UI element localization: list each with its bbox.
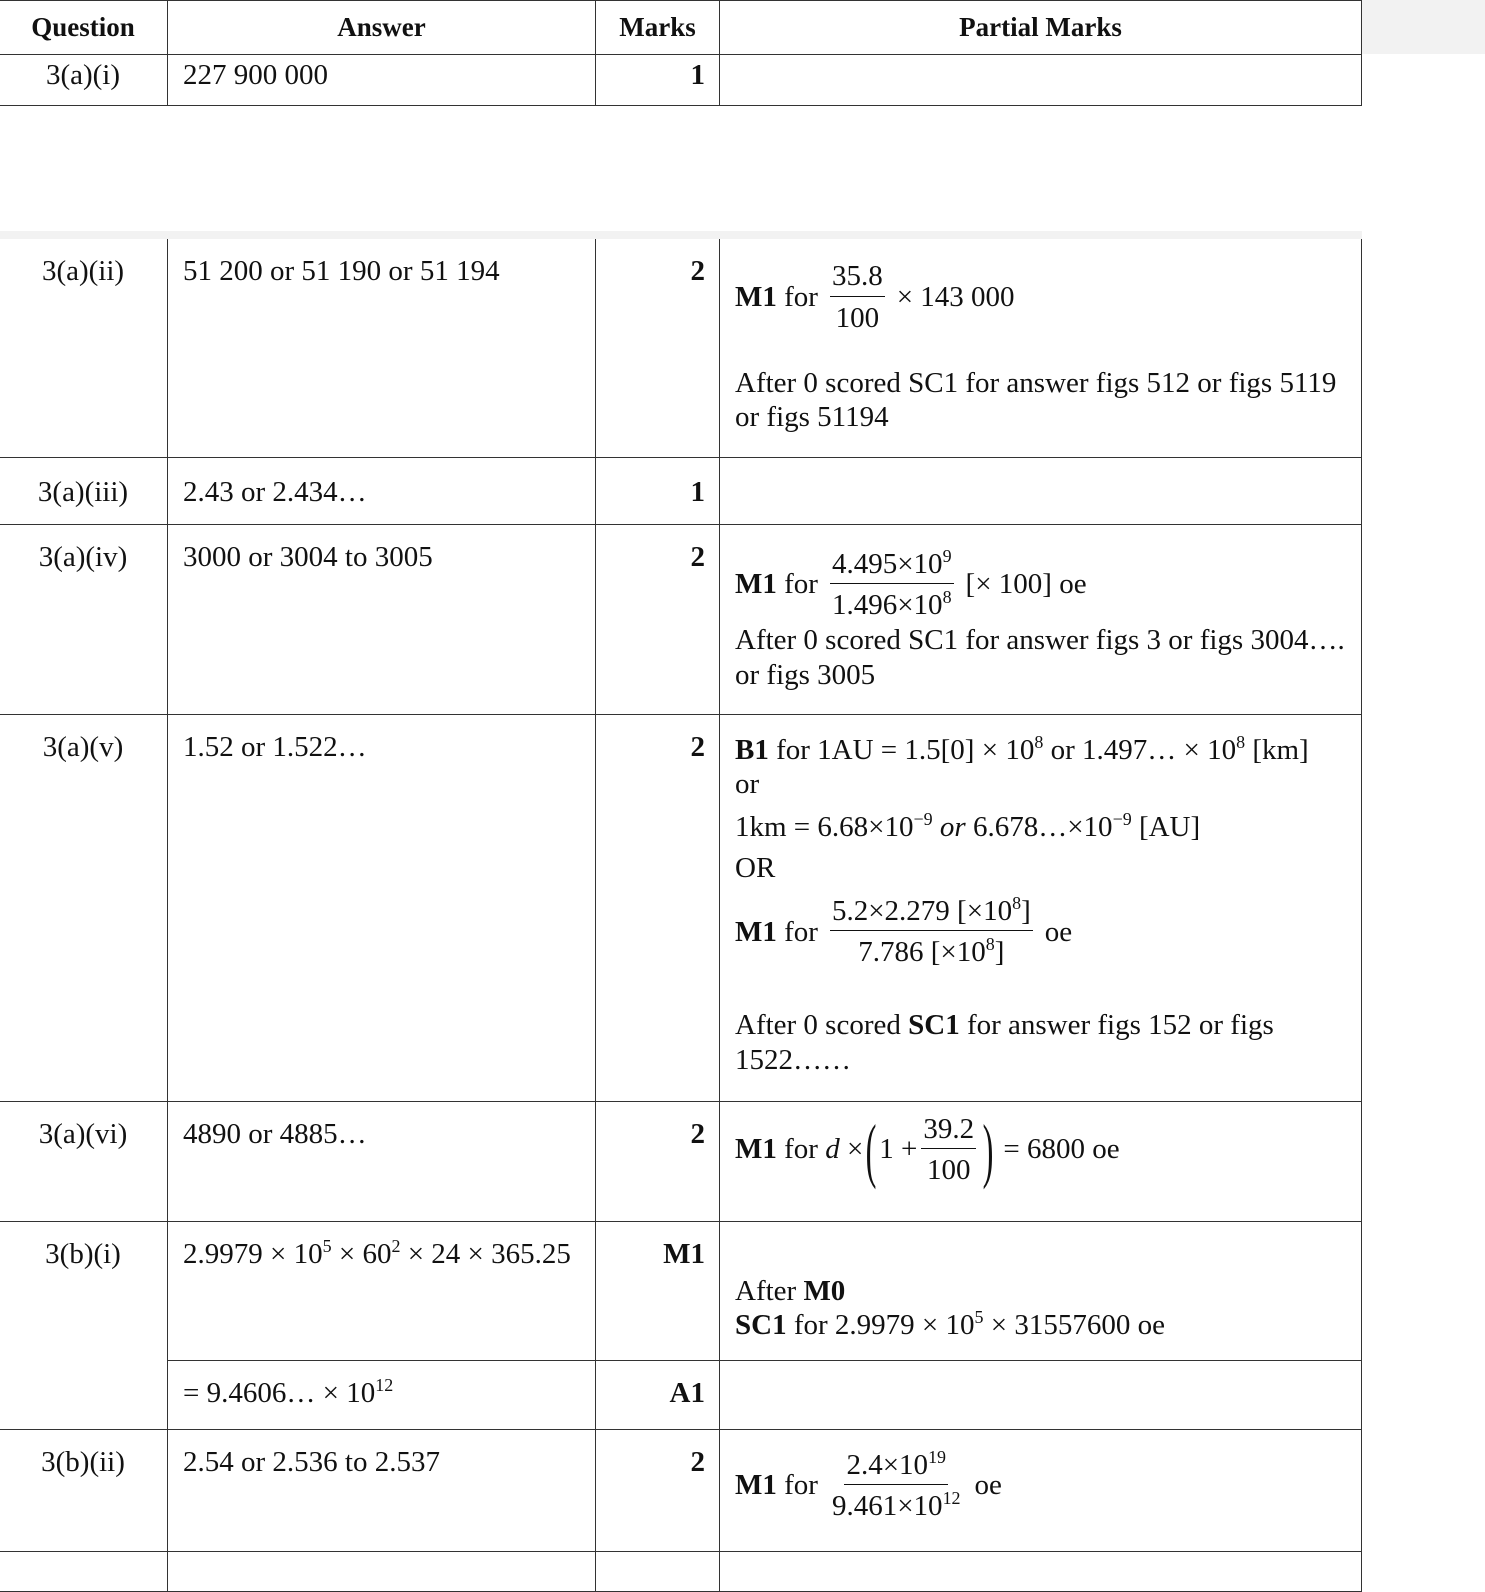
question-cell: 3(b)(i) <box>0 1221 168 1429</box>
fraction <box>830 1448 963 1525</box>
m1-line <box>735 894 1345 971</box>
denominator: $9.461\times 10^{12}$ <box>831 1488 961 1523</box>
mark-scheme-table-continued <box>0 239 1362 1592</box>
answer-cell: 1.52 or 1.522… <box>168 714 596 1101</box>
right-paren: ) <box>982 1109 994 1190</box>
question-cell: 3(a)(iii) <box>0 457 168 524</box>
partial-marks-cell <box>720 1101 1362 1221</box>
question-cell: 3(a)(v) <box>0 714 168 1101</box>
numerator: $4.495\times 10^9$ <box>830 547 954 585</box>
marks-cell <box>596 1551 720 1591</box>
numerator: 39.2 <box>921 1112 976 1150</box>
numerator: 5.2×2.279 $[\times 10^8]$ <box>830 894 1033 932</box>
continuation-band <box>0 231 1362 239</box>
for-text: for <box>784 1469 818 1502</box>
tail-text: oe <box>1044 915 1073 948</box>
tail-text: [× 100] oe <box>965 568 1087 601</box>
marks-cell: M1 <box>596 1221 720 1360</box>
answer-cell: 51 200 or 51 190 or 51 194 <box>168 239 596 457</box>
table-row <box>0 714 1362 1101</box>
denominator: $1.496\times 10^8$ <box>831 587 952 622</box>
left-paren: ( <box>865 1109 877 1190</box>
partial-marks-cell <box>720 1429 1362 1551</box>
mark-scheme-table-header <box>0 0 1362 106</box>
partial-marks-cell <box>720 714 1362 1101</box>
or-text: or <box>735 768 760 801</box>
table-row <box>0 457 1362 524</box>
tail-text: × 143 000 <box>896 280 1015 313</box>
tail-text: = 6800 oe <box>1003 1133 1120 1166</box>
table-row-partial <box>0 1551 1362 1591</box>
question-cell <box>0 1551 168 1591</box>
denominator: 7.786 $[\times 10^8]$ <box>858 934 1005 969</box>
answer-cell: 227 900 000 <box>168 55 596 106</box>
table-row <box>0 524 1362 714</box>
header-question: Question <box>0 1 168 55</box>
marks-cell: 2 <box>596 1101 720 1221</box>
header-row <box>0 1 1362 55</box>
or-upper-text: OR <box>735 851 776 884</box>
tail-text: oe <box>974 1469 1002 1502</box>
marks-cell: 1 <box>596 55 720 106</box>
m1-label: M1 <box>735 280 777 313</box>
partial-marks-cell <box>720 524 1362 714</box>
answer-cell: = 9.4606… × $10^{12}$ <box>168 1360 596 1429</box>
m1-line <box>735 259 1345 336</box>
fraction <box>830 547 954 624</box>
m1-label: M1 <box>735 568 777 601</box>
for-text: for <box>784 280 818 313</box>
question-cell: 3(a)(vi) <box>0 1101 168 1221</box>
m1-line: M1 for d × ( 1 + $\frac{39.2}{100}$ ) = 6800 oe <box>735 1109 1120 1190</box>
question-cell: 3(b)(ii) <box>0 1429 168 1551</box>
answer-cell: 2.43 or 2.434… <box>168 457 596 524</box>
marks-cell: 1 <box>596 457 720 524</box>
for-text: for <box>784 1133 818 1166</box>
answer-cell: $2.9979 \times 10^5 \times 60^2 \times 24 \times 365.25$ <box>168 1221 596 1360</box>
answer-cell <box>168 1551 596 1591</box>
special-case-text: After 0 scored SC1 for answer figs 512 or figs 5119 or figs 51194 <box>735 366 1337 434</box>
partial-marks-cell <box>720 1551 1362 1591</box>
fraction <box>830 894 1033 971</box>
partial-marks-cell <box>720 1360 1362 1429</box>
b1-line: B1 for $1AU = 1.5[0] \times 10^8$ or 1.497… × $10^8$ [km] <box>735 731 1309 766</box>
for-text: for <box>784 568 818 601</box>
header-band-right <box>1362 0 1485 54</box>
b1-label: B1 <box>735 733 769 766</box>
table-row <box>0 1221 1362 1360</box>
after-m0-line: After M0 <box>735 1274 846 1307</box>
variable-d: d <box>825 1133 840 1166</box>
marks-cell: 2 <box>596 1429 720 1551</box>
answer-cell: 2.54 or 2.536 to 2.537 <box>168 1429 596 1551</box>
question-cell: 3(a)(iv) <box>0 524 168 714</box>
header-marks: Marks <box>596 1 720 55</box>
special-case-text: After 0 scored SC1 for answer figs 3 or figs 3004…. or figs 3005 <box>735 624 1345 691</box>
denominator: 100 <box>927 1154 971 1187</box>
m1-label: M1 <box>735 915 777 948</box>
marks-cell: A1 <box>596 1360 720 1429</box>
header-partial-marks: Partial Marks <box>720 1 1362 55</box>
table-row <box>0 1429 1362 1551</box>
table-row <box>0 1360 1362 1429</box>
question-cell: 3(a)(ii) <box>0 239 168 457</box>
fraction <box>830 259 885 336</box>
table-row <box>0 55 1362 106</box>
m1-line <box>735 547 1345 624</box>
partial-marks-cell <box>720 55 1362 106</box>
denominator: 100 <box>835 301 880 334</box>
question-cell: 3(a)(i) <box>0 55 168 106</box>
table-row <box>0 239 1362 457</box>
fraction <box>921 1112 976 1189</box>
m1-label: M1 <box>735 1469 777 1502</box>
m1-line <box>735 1448 1345 1525</box>
partial-marks-cell <box>720 457 1362 524</box>
partial-marks-cell <box>720 1221 1362 1360</box>
table-row <box>0 1101 1362 1221</box>
km-conversion-line: $1km = 6.68\times 10^{-9}$ or $6.678\dots\times 10^{-9}$ [AU] <box>735 809 1201 844</box>
marks-cell: 2 <box>596 714 720 1101</box>
parenthesised-expression: ( 1 + $\frac{39.2}{100}$ ) <box>865 1109 994 1190</box>
numerator: 35.8 <box>830 259 885 297</box>
partial-marks-cell <box>720 239 1362 457</box>
answer-cell: 3000 or 3004 to 3005 <box>168 524 596 714</box>
m1-label: M1 <box>735 1133 777 1166</box>
special-case-text: After 0 scored SC1 for answer figs 152 or figs 1522…… <box>735 1009 1274 1077</box>
header-answer: Answer <box>168 1 596 55</box>
for-text: for <box>784 915 818 948</box>
numerator: $2.4\times 10^{19}$ <box>844 1448 948 1486</box>
marks-cell: 2 <box>596 239 720 457</box>
sc1-line: SC1 for $2.9979 \times 10^5 \times 31557600$ oe <box>735 1307 1165 1342</box>
marks-cell: 2 <box>596 524 720 714</box>
answer-cell: 4890 or 4885… <box>168 1101 596 1221</box>
